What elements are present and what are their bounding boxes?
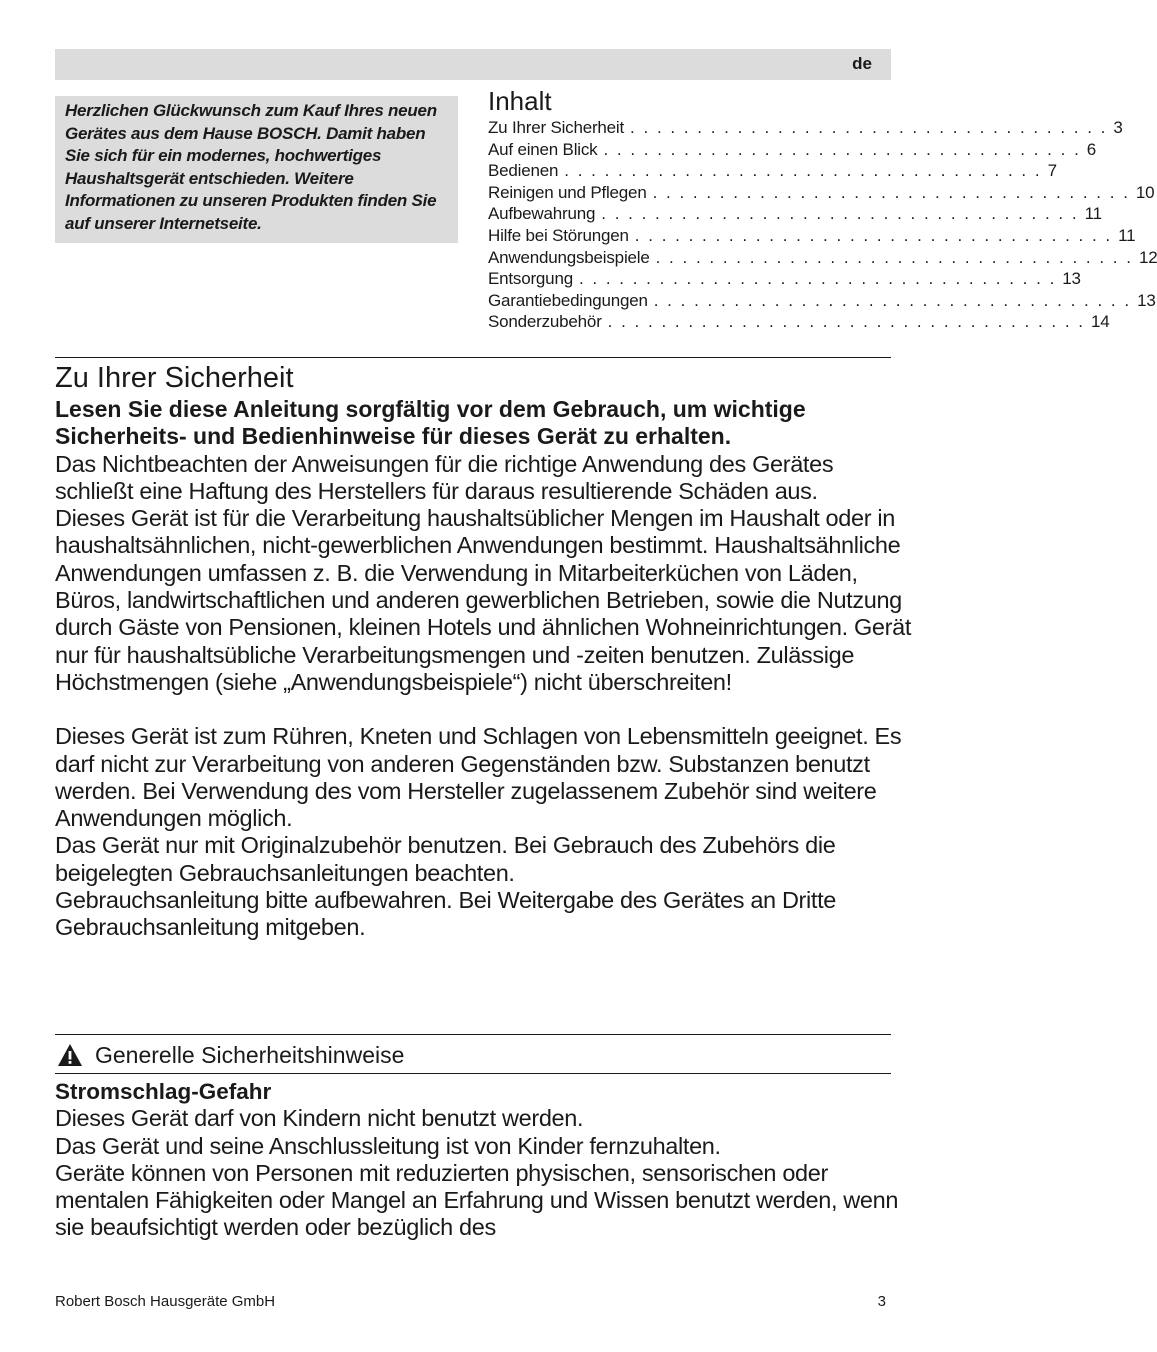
toc-item[interactable] — [488, 203, 1102, 225]
electric-shock-title: Stromschlag-Gefahr — [55, 1079, 272, 1104]
toc-item-label: Aufbewahrung — [488, 204, 596, 224]
toc-item-page: 14 — [1091, 312, 1110, 332]
toc-leader: . . . . . . . . . . . . . . . . . . . . . . . . . . . . . . . . . . . . — [607, 312, 1085, 332]
toc-leader: . . . . . . . . . . . . . . . . . . . . . . . . . . . . . . . . . . . . — [630, 118, 1108, 137]
toc-leader: . . . . . . . . . . . . . . . . . . . . . . . . . . . . . . . . . . . . — [578, 269, 1057, 289]
toc-item[interactable] — [488, 160, 1057, 182]
toc-leader: . . . . . . . . . . . . . . . . . . . . . . . . . . . . . . . . . . . . — [603, 139, 1081, 159]
toc-item-page: 11 — [1084, 204, 1102, 224]
toc-item-page: 6 — [1086, 139, 1097, 159]
toc-title: Inhalt — [488, 86, 552, 116]
safety-section — [55, 360, 915, 942]
safety-lead: Lesen Sie diese Anleitung sorgfältig vor dem Gebrauch, um wichtige Sicherheits- und Bedienhinweise für dieses Gerät zu erhalten. — [55, 396, 806, 450]
language-bar — [55, 49, 891, 80]
toc-item[interactable] — [488, 225, 1136, 247]
toc-item[interactable] — [488, 182, 1155, 204]
safety-paragraph-2: Dieses Gerät ist zum Rühren, Kneten und Schlagen von Lebensmitteln geeignet. Es darf nicht zur Verarbeitung von anderen Gegenständen bzw. Substanzen benutzt werden. Bei Verwendung des vom Hersteller zugelassenem Zubehör sind weitere Anwendungen möglich. Das Gerät nur mit Originalzubehör benutzen. Bei Gebrauch des Zubehörs die beigelegten Gebrauchsanleitungen beachten. Gebrauchsanleitung bitte aufbewahren. Bei Weitergabe des Gerätes an Dritte Gebrauchsanleitung mitgeben. — [55, 723, 902, 941]
toc-item-label: Anwendungsbeispiele — [488, 247, 650, 267]
toc-item[interactable] — [488, 290, 1156, 312]
general-safety-title: Generelle Sicherheitshinweise — [95, 1041, 405, 1068]
congratulations-box: Herzlichen Glückwunsch zum Kauf Ihres neuen Gerätes aus dem Hause BOSCH. Damit haben Sie sich für ein modernes, hochwertiges Haushaltsgerät entschieden. Weitere Informationen zu unseren Produkten finden Sie auf unserer Internetseite. — [55, 96, 458, 243]
toc-item-page: 7 — [1047, 161, 1057, 181]
toc-item-label: Entsorgung — [488, 269, 573, 289]
toc-item-page: 3 — [1113, 118, 1123, 137]
toc-item-label: Zu Ihrer Sicherheit — [488, 118, 625, 137]
table-of-contents — [488, 85, 1157, 333]
toc-item-label: Bedienen — [488, 161, 559, 181]
toc-item[interactable] — [488, 117, 1123, 139]
toc-item-label: Reinigen und Pflegen — [488, 182, 647, 202]
language-tag: de — [852, 54, 872, 73]
section-divider — [55, 1034, 891, 1035]
toc-list — [488, 117, 1157, 333]
toc-leader: . . . . . . . . . . . . . . . . . . . . . . . . . . . . . . . . . . . . — [655, 247, 1133, 267]
toc-leader: . . . . . . . . . . . . . . . . . . . . . . . . . . . . . . . . . . . . — [564, 161, 1042, 181]
toc-item[interactable] — [488, 247, 1157, 269]
section-divider — [55, 357, 891, 358]
toc-item-label: Hilfe bei Störungen — [488, 225, 629, 245]
toc-item-label: Auf einen Blick — [488, 139, 598, 159]
toc-leader: . . . . . . . . . . . . . . . . . . . . . . . . . . . . . . . . . . . . — [652, 182, 1130, 202]
toc-item-page: 12 — [1138, 247, 1157, 267]
toc-item-page: 13 — [1062, 269, 1081, 289]
footer-page-number: 3 — [877, 1293, 886, 1310]
toc-item[interactable] — [488, 311, 1110, 333]
toc-item-page: 13 — [1137, 290, 1156, 310]
toc-item[interactable] — [488, 139, 1097, 161]
safety-paragraph-1: Das Nichtbeachten der Anweisungen für die richtige Anwendung des Gerätes schließt eine Haftung des Herstellers für daraus resultierende Schäden aus. Dieses Gerät ist für die Verarbeitung haushaltsüblicher Mengen im Haushalt oder in haushaltsähnlichen, nicht-gewerblichen Anwendungen bestimmt. Haushaltsähnliche Anwendungen umfassen z. B. die Verwendung in Mitarbeiterküchen von Läden, Büros, landwirtschaftlichen und anderen gewerblichen Betrieben, sowie die Nutzung durch Gäste von Pensionen, kleinen Hotels und ähnlichen Wohneinrichtungen. Gerät nur für haushaltsübliche Verarbeitungsmengen und -zeiten benutzen. Zulässige Höchstmengen (siehe „Anwendungsbeispiele“) nicht überschreiten! — [55, 450, 911, 695]
electric-shock-text: Dieses Gerät darf von Kindern nicht benutzt werden. Das Gerät und seine Anschlussleitung ist von Kinder fernzuhalten. Geräte können von Personen mit reduzierten physischen, sensorischen oder mentalen Fähigkeiten oder Mangel an Erfahrung und Wissen benutzt werden, wenn sie beaufsichtigt werden oder bezüglich des — [55, 1105, 899, 1241]
toc-item-page: 11 — [1118, 225, 1136, 245]
electric-shock-section — [55, 1078, 925, 1242]
toc-item-label: Sonderzubehör — [488, 312, 602, 332]
section-title: Zu Ihrer Sicherheit — [55, 362, 294, 394]
page-footer — [55, 1293, 886, 1310]
toc-item-label: Garantiebedingungen — [488, 290, 648, 310]
toc-leader: . . . . . . . . . . . . . . . . . . . . . . . . . . . . . . . . . . . . — [601, 204, 1079, 224]
warning-icon — [57, 1043, 83, 1067]
footer-company: Robert Bosch Hausgeräte GmbH — [55, 1293, 276, 1310]
toc-leader: . . . . . . . . . . . . . . . . . . . . . . . . . . . . . . . . . . . . — [634, 225, 1113, 245]
section-divider — [55, 1073, 891, 1074]
toc-leader: . . . . . . . . . . . . . . . . . . . . . . . . . . . . . . . . . . . . — [653, 290, 1132, 310]
general-safety-header — [55, 1040, 404, 1070]
toc-item-page: 10 — [1135, 182, 1155, 202]
toc-item[interactable] — [488, 268, 1081, 290]
